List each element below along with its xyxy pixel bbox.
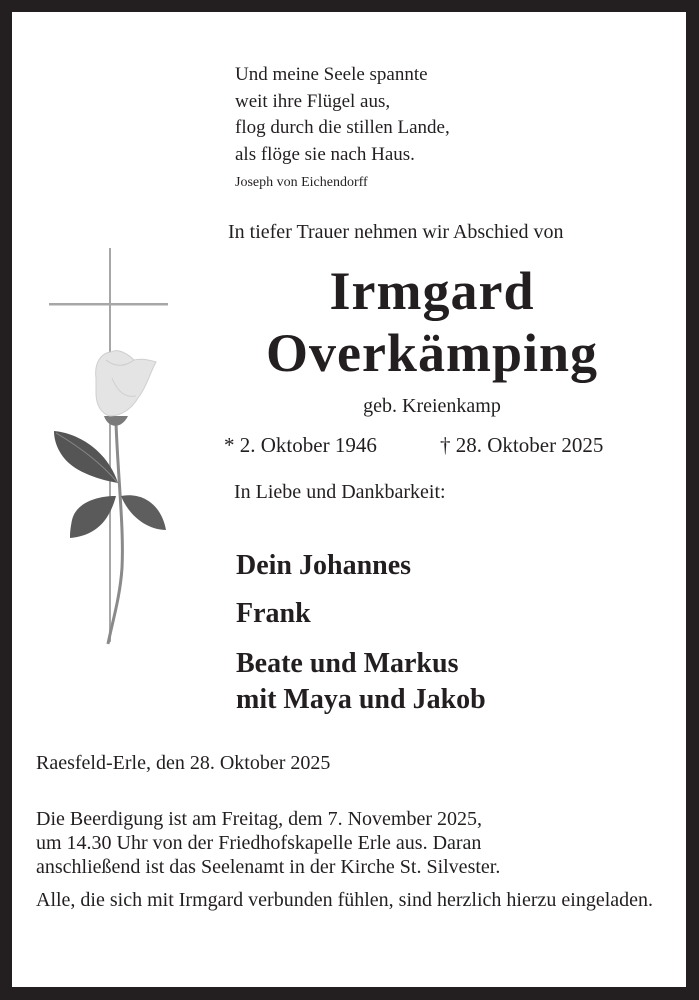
- poem: [235, 62, 450, 168]
- poem-line: Und meine Seele spannte: [235, 64, 428, 85]
- intro-text: In tiefer Trauer nehmen wir Abschied von: [228, 221, 564, 243]
- funeral-line: anschließend ist das Seelenamt in der Kirche St. Silvester.: [36, 856, 501, 878]
- family-member: Beate und Markus: [236, 648, 459, 679]
- funeral-info: [36, 807, 672, 879]
- obituary-notice: [12, 12, 686, 987]
- poem-line: als flöge sie nach Haus.: [235, 143, 415, 165]
- cross-with-rose-icon: [46, 248, 176, 648]
- death-date: † 28. Oktober 2025: [440, 433, 604, 457]
- poem-author: Joseph von Eichendorff: [235, 175, 368, 190]
- funeral-line: um 14.30 Uhr von der Friedhofskapelle Erle aus. Daran: [36, 832, 482, 854]
- invitation-text: Alle, die sich mit Irmgard verbunden fühlen, sind herzlich hierzu eingeladen.: [36, 889, 654, 911]
- poem-line: weit ihre Flügel aus,: [235, 90, 391, 112]
- family-member: Frank: [236, 598, 311, 629]
- birth-date: * 2. Oktober 1946: [224, 433, 377, 457]
- poem-line: flog durch die stillen Lande,: [235, 117, 450, 138]
- thanks-line: In Liebe und Dankbarkeit:: [234, 481, 446, 503]
- maiden-name: geb. Kreienkamp: [363, 395, 501, 417]
- family-member: mit Maya und Jakob: [236, 684, 486, 715]
- place-date: Raesfeld-Erle, den 28. Oktober 2025: [36, 752, 331, 774]
- deceased-last-name: Overkämping: [265, 323, 599, 383]
- family-member: Dein Johannes: [236, 550, 412, 581]
- deceased-first-name: Irmgard: [329, 261, 535, 321]
- funeral-line: Die Beerdigung ist am Freitag, dem 7. November 2025,: [36, 808, 483, 830]
